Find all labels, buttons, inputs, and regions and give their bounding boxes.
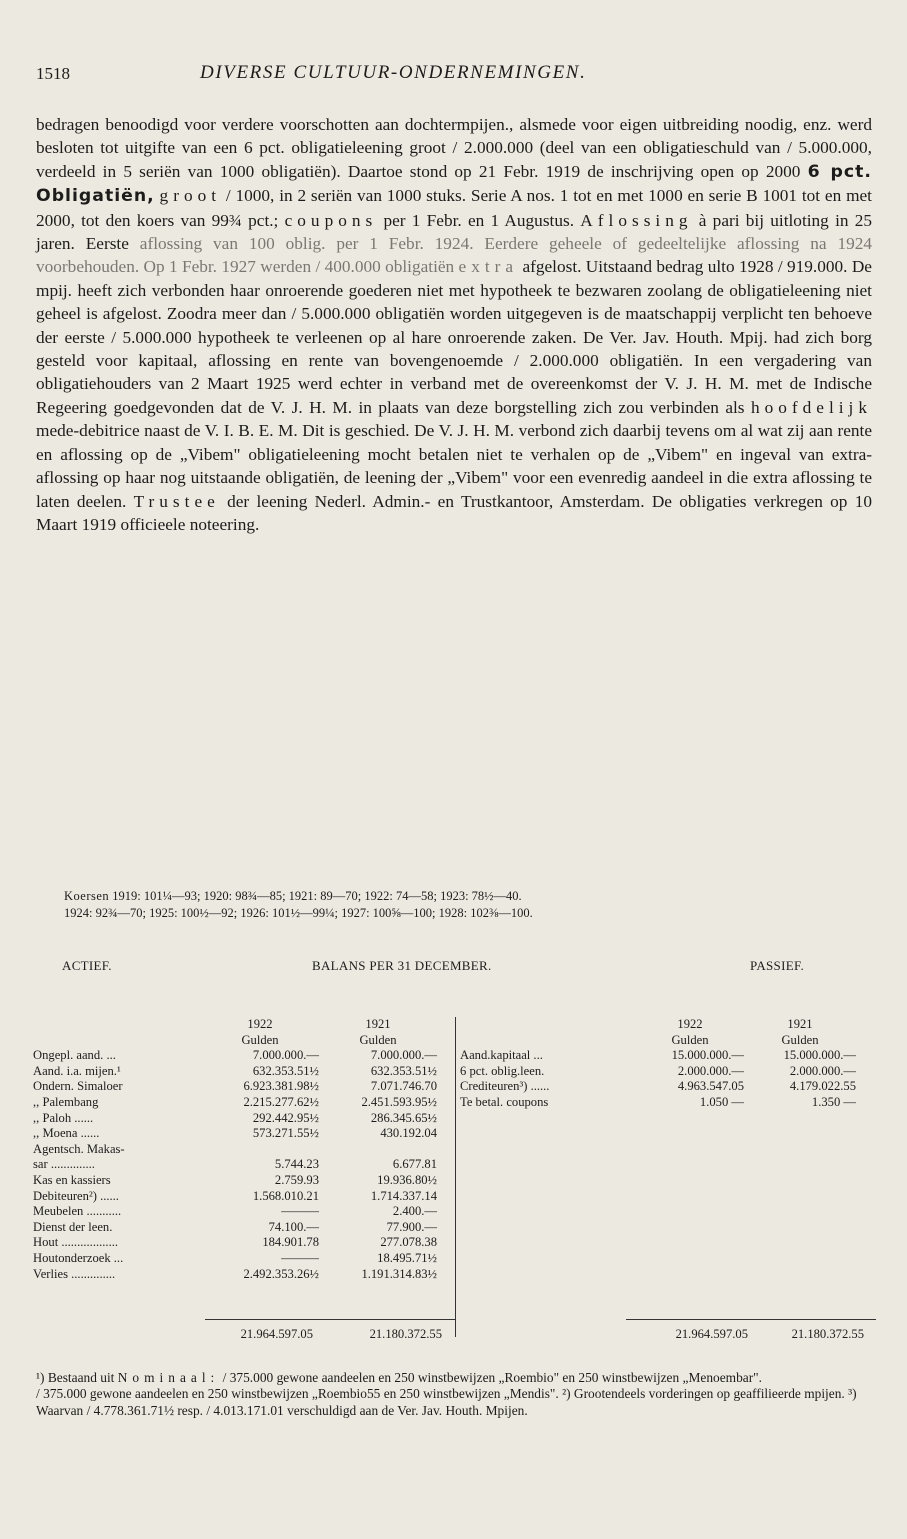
table-row [460,1064,880,1080]
table-row [33,1142,453,1158]
text-p7: der leening Nederl. Admin.- en Trustkantoor, Amsterdam. De obligaties verkregen op 10 Maart 1919 officieele noteering. [36,491,872,534]
value-1921 [319,1142,437,1158]
row-label: Verlies .............. [33,1266,116,1281]
table-row [33,1157,453,1173]
value-1922: ——— [281,1250,319,1265]
faint-text: aflossing van 100 oblig. per 1 Febr. 1924. Eerdere geheele of gedeeltelijke aflossing na 1924 voorbehouden. Op 1 Febr. 1927 werden / 400.000 obligatiën [36,234,873,277]
table-row [460,1095,880,1111]
value-1922: 15.000.000.— [671,1048,744,1063]
value-1922: 632.353.51½ [252,1063,319,1078]
actief-table [33,1017,453,1282]
unit-label: Gulden [241,1032,279,1047]
year-1921: 1921 [365,1017,391,1031]
note-1-spaced: Nominaal: [117,1370,220,1385]
row-label: sar .............. [33,1157,95,1172]
footnotes [36,1370,872,1419]
total-passief-1921: 21.180.372.55 [791,1327,864,1341]
note-1-prefix: ¹) Bestaand uit [36,1370,115,1385]
table-row [33,1173,453,1189]
row-label: ,, Paloh ...... [33,1110,94,1125]
text-p2: / 1000, in 2 seriën van 1000 stuks. Serie A nos. 1 tot en met 1000 en serie B 1001 tot en met 2000, tot den koers van 99¾ pct.; [36,186,872,230]
table-row [33,1235,453,1251]
text-p1: bedragen benoodigd voor verdere voorschotten aan dochtermpijen., alsmede voor eigen uitbreiding noodig, enz. werd besloten tot uitgifte van een 6 pct. obligatieleening groot / 2.000.000 (deel van een obligatieschuld van / 5.000.000, verdeeld in 5 seriën van 1000 obligatiën). Daartoe stond op 21 Febr. 1919 de inschrijving open op 2000 [36,115,872,181]
table-row [33,1095,453,1111]
unit-label: Gulden [781,1032,819,1047]
spaced-coupons: coupons [284,210,378,230]
row-label: Hout .................. [33,1235,119,1250]
row-label: Dienst der leen. [33,1219,113,1234]
value-1921: 632.353.51½ [370,1063,437,1078]
row-label: Ondern. Simaloer [33,1079,123,1094]
actief-heading: ACTIEF. [62,958,112,973]
row-label: Debiteuren²) ...... [33,1188,119,1203]
spaced-trustee: Trustee [133,491,220,511]
row-label: Aand. i.a. mijen.¹ [33,1063,121,1078]
value-1922: ——— [281,1204,319,1219]
value-1921: 2.400.— [392,1204,437,1219]
value-1922: 184.901.78 [262,1235,319,1250]
value-1921: 277.078.38 [380,1235,437,1250]
value-1922: 573.271.55½ [252,1126,319,1141]
value-1921: 7.071.746.70 [370,1079,437,1094]
table-row [33,1111,453,1127]
koersen-label: Koersen [64,889,110,903]
total-rule-right [626,1319,876,1320]
note-2: ²) Grootendeels vorderingen op geaffilieerde mpijen. [562,1386,845,1402]
koersen-values-2: 1924: 92¾—70; 1925: 100½—92; 1926: 101½—99¼; 1927: 100⅝—100; 1928: 102⅜—100. [64,906,533,920]
spaced-aflossing: Aflossing [580,210,693,230]
year-1921: 1921 [787,1017,813,1031]
unit-label: Gulden [359,1032,397,1047]
row-label: Houtonderzoek ... [33,1250,124,1265]
year-1922: 1922 [247,1017,273,1031]
text-p5: afgelost. Uitstaand bedrag ulto 1928 / 919.000. De mpij. heeft zich verbonden haar onroerende goederen niet met hypotheek te bezwaren zoolang de obligatieleening niet geheel is afgelost. Zoodra meer dan / 5.000.000 obligatiën worden uitgegeven is de maatschappij verplicht ten behoeve der eerste / 5.000.000 hypotheek te verleenen op al hare onroerende zaken. De Ver. Jav. Houth. Mpij. had zich borg gesteld voor kapitaal, aflossing en rente van bovengenoemde / 2.000.000 obligatiën. In een vergadering van obligatiehouders van 2 Maart 1925 werd echter in verband met de overeenkomst der V. J. H. M. met de Indische Regeering goedgevonden dat de V. J. H. M. in plaats van deze borgstelling zich zou verbinden als [36,257,872,417]
value-1922: 5.744.23 [274,1157,319,1172]
table-row [33,1064,453,1080]
table-row [33,1251,453,1267]
value-1922: 2.492.353.26½ [243,1266,319,1281]
row-label: Ongepl. aand. ... [33,1048,116,1063]
value-1922 [201,1142,319,1158]
value-1921: 286.345.65½ [370,1110,437,1125]
value-1921: 1.350 — [811,1094,856,1109]
actief-unit-row [33,1033,453,1049]
table-row [33,1079,453,1095]
total-actief-1921: 21.180.372.55 [369,1327,442,1341]
main-paragraph [36,113,872,536]
table-row [33,1220,453,1236]
row-label: Kas en kassiers [33,1172,111,1187]
value-1922: 2.215.277.62½ [243,1094,319,1109]
passief-heading: PASSIEF. [750,958,804,973]
row-label: ,, Palembang [33,1094,99,1109]
row-label: Aand.kapitaal ... [460,1048,543,1063]
text-p3: per 1 Febr. en 1 Augustus. [383,210,575,230]
table-row [33,1189,453,1205]
value-1921: 18.495.71½ [377,1250,437,1265]
spaced-hoofdelijk: hoofdelijk [750,397,872,417]
value-1922: 74.100.— [268,1219,319,1234]
text-p6: mede-debitrice naast de V. I. B. E. M. Dit is geschied. De V. J. H. M. verbond zich daarbij tevens om al wat zij aan rente en aflossing op de „Vibem" obligatieleening mocht betalen niet te verhalen op de „Vibem" en ingeval van extra-aflossing op haar nog uitstaande obligatiën, de leening der „Vibem" voor een evenredig aandeel in die extra aflossing te laten deelen. [36,421,872,511]
koersen-line-1 [64,888,864,904]
value-1921: 2.451.593.95½ [361,1094,437,1109]
spaced-groot: groot [159,186,222,206]
value-1921: 6.677.81 [392,1157,437,1172]
actief-year-row [33,1017,453,1033]
value-1922: 292.442.95½ [252,1110,319,1125]
total-passief-1922: 21.964.597.05 [675,1327,748,1341]
table-row [33,1267,453,1283]
value-1922: 2.000.000.— [677,1063,744,1078]
value-1921: 1.714.337.14 [370,1188,437,1203]
table-row [33,1204,453,1220]
total-actief-1922: 21.964.597.05 [240,1327,313,1341]
value-1921: 19.936.80½ [377,1172,437,1187]
passief-year-row [460,1017,880,1033]
row-label: Te betal. coupons [460,1094,549,1109]
table-row [33,1126,453,1142]
koersen-line-2 [64,905,864,921]
table-row [33,1048,453,1064]
value-1921: 7.000.000.— [370,1048,437,1063]
page-number: 1518 [36,64,70,83]
note-1-b: / 375.000 gewone aandeelen en 250 winstbewijzen „Roembio55 en 250 winstbewijzen „Mendis". [36,1386,559,1402]
balance-title: BALANS PER 31 DECEMBER. [312,958,492,973]
passief-unit-row [460,1033,880,1049]
table-row [460,1079,880,1095]
text-p4: à pari bij uitloting in 25 jaren. Eerste [36,210,873,254]
row-label: 6 pct. oblig.leen. [460,1063,545,1078]
unit-label: Gulden [671,1032,709,1047]
table-row [460,1048,880,1064]
value-1921: 4.179.022.55 [789,1079,856,1094]
note-1-rest: / 375.000 gewone aandeelen en 250 winstbewijzen „Roembio" en 250 winstbewijzen „Menoembar". [222,1370,762,1385]
passief-table [460,1017,880,1111]
oblig-heading: 6 pct. Obligatiën, [36,161,872,207]
koersen-values-1: 1919: 101¼—93; 1920: 98¾—85; 1921: 89—70; 1922: 74—58; 1923: 78½—40. [112,889,522,903]
value-1921: 1.191.314.83½ [361,1266,437,1281]
row-label: ,, Moena ...... [33,1126,100,1141]
row-label: Crediteuren³) ...... [460,1079,550,1094]
value-1921: 77.900.— [386,1219,437,1234]
value-1922: 7.000.000.— [252,1048,319,1063]
value-1921: 15.000.000.— [783,1048,856,1063]
value-1921: 2.000.000.— [789,1063,856,1078]
total-rule-left [205,1319,455,1320]
row-label: Agentsch. Makas- [33,1141,125,1156]
column-divider [455,1017,456,1337]
spaced-extra: extra [458,257,519,277]
value-1922: 6.923.381.98½ [243,1079,319,1094]
value-1921: 430.192.04 [380,1126,437,1141]
row-label: Meubelen ........... [33,1204,122,1219]
running-title: DIVERSE CULTUUR-ONDERNEMINGEN. [200,62,587,83]
value-1922: 4.963.547.05 [677,1079,744,1094]
value-1922: 2.759.93 [274,1172,319,1187]
year-1922: 1922 [677,1017,703,1031]
value-1922: 1.050 — [699,1094,744,1109]
note-3: ³) Waarvan / 4.778.361.71½ resp. / 4.013.171.01 verschuldigd aan de Ver. Jav. Houth. Mpijen. [36,1386,857,1418]
value-1922: 1.568.010.21 [252,1188,319,1203]
